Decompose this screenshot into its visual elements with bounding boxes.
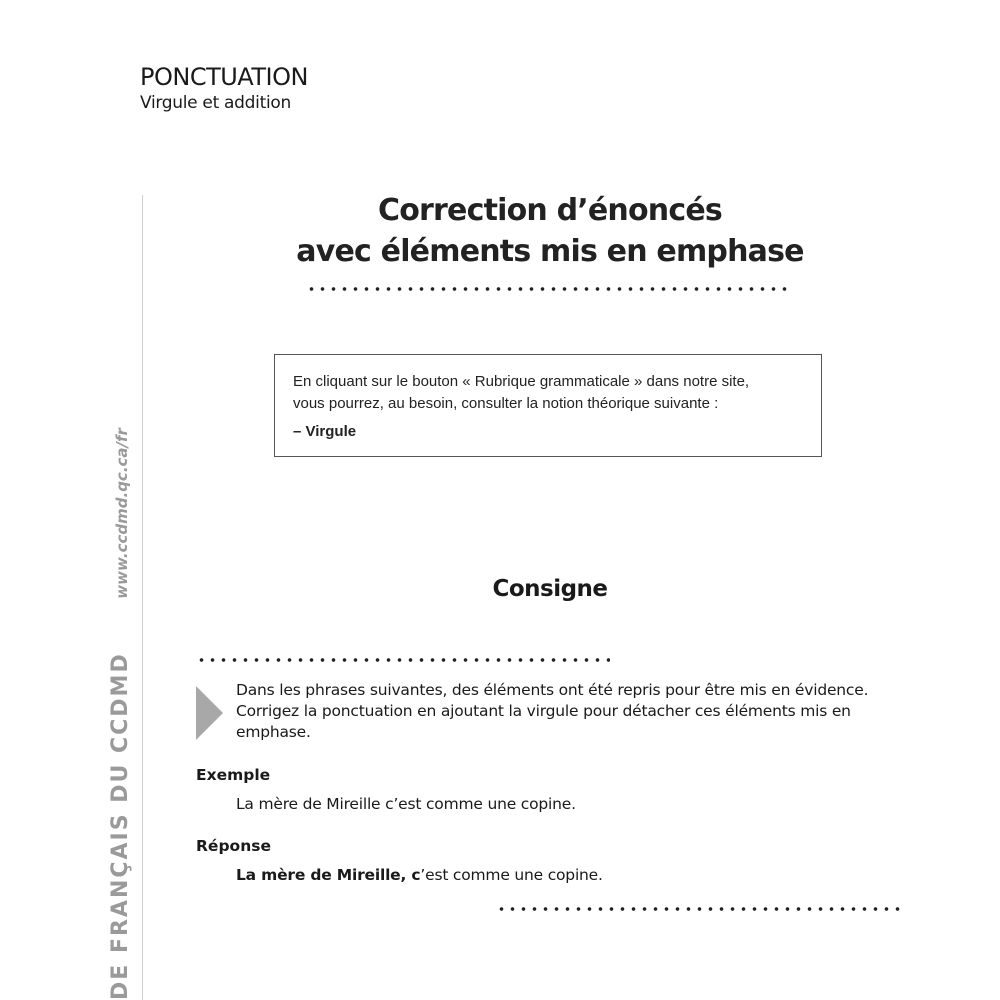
subsection-title: Virgule et addition <box>140 93 291 113</box>
answer-sentence <box>236 866 603 884</box>
info-box-line-1: En cliquant sur le bouton « Rubrique grammaticale » dans notre site, <box>293 373 750 390</box>
page-title-line-1: Correction d’énoncés <box>378 193 722 228</box>
sidebar-brand: DE FRANÇAIS DU CCDMD <box>108 652 133 1000</box>
sidebar-url: www.ccdmd.qc.ca/fr <box>113 428 131 599</box>
info-box-notion: – Virgule <box>293 423 357 440</box>
page-title-line-2: avec éléments mis en emphase <box>296 234 804 269</box>
bottom-dotted-divider <box>496 906 906 912</box>
info-box <box>274 354 822 457</box>
consigne-heading: Consigne <box>492 576 608 602</box>
margin-rule <box>142 195 143 1000</box>
info-box-line-2: vous pourrez, au besoin, consulter la notion théorique suivante : <box>293 395 719 412</box>
consigne-text: Dans les phrases suivantes, des éléments ont été repris pour être mis en évidence. Corrigez la ponctuation en ajoutant la virgule pour détacher ces éléments mis en emphase. <box>236 681 869 741</box>
example-label: Exemple <box>196 766 271 784</box>
section-title: PONCTUATION <box>140 63 308 91</box>
answer-rest: ’est comme une copine. <box>420 866 603 884</box>
answer-label: Réponse <box>196 837 271 855</box>
arrow-right-icon <box>196 686 223 740</box>
consigne-dotted-divider <box>196 657 610 663</box>
answer-c: c <box>406 866 421 884</box>
page-header <box>140 62 308 114</box>
answer-emphasis: La mère de Mireille, <box>236 866 407 884</box>
page-title <box>240 190 860 272</box>
sidebar-vertical-text <box>108 428 133 1000</box>
title-dotted-divider <box>306 286 792 292</box>
example-sentence: La mère de Mireille c’est comme une copine. <box>236 795 576 813</box>
